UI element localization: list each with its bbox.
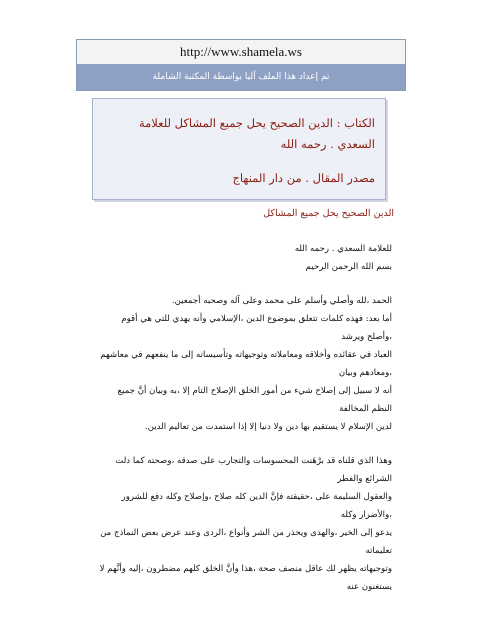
- body-block-2: [96, 452, 392, 596]
- body-block-1: [96, 292, 392, 436]
- article-source: مصدر المقال . من دار المنهاج: [232, 171, 375, 185]
- paragraph: أما بعد: فهذه كلمات تتعلق بموضوع الدين ،الإسلامي وأنه يهدي للتي هي أقوم ،وأصلح ويرشد: [121, 314, 392, 342]
- author-line: للعلامة السعدي . رحمه الله: [294, 244, 392, 254]
- paragraph: الحمد ،لله وأصلي وأسلم على محمد وعلى آله وصحبه أجمعين.: [171, 296, 392, 306]
- basmala-line: بسم الله الرحمن الرحيم: [305, 262, 392, 272]
- paragraph: والعقول السليمة على ،حقيقته فإنَّ الدين كله صلاح ،وإصلاح وكله دفع للشرور ،والأضرار وكله: [121, 492, 392, 520]
- paragraph: وهذا الذي قلناه قد برْهَنت المحسوسات والتجارب على صدقه ،وصحته كما دلت الشرائع والفطر: [115, 456, 392, 484]
- book-title: الكتاب : الدين الصحيح يحل جميع المشاكل للعلامة السعدي . رحمه الله: [138, 116, 375, 151]
- intro-block: [96, 240, 392, 276]
- paragraph: وتوجيهاته يظهر لك عاقل منصف صحة ،هذا وأنَّ الخلق كلهم مضطرون ،إليه وأنَّهم لا يستغنون عنه: [99, 564, 392, 592]
- site-url[interactable]: http://www.shamela.ws: [77, 40, 405, 64]
- site-header: [76, 39, 406, 91]
- book-info-box: [92, 98, 386, 200]
- section-title: الدين الصحيح يحل جميع المشاكل: [263, 208, 394, 219]
- paragraph: يدعو إلى الخير ،والهدى ويحذر من الشر وأنواع ،الردى وعند عرض بعض النماذج من تعليماته: [100, 528, 392, 556]
- paragraph: أنه لا سبيل إلى إصلاح شيء من أمور الخلق الإصلاح التام إلا ،به وبيان أنَّ جميع النظم المخالفة: [117, 386, 392, 414]
- generated-notice: تم إعداد هذا الملف آليا بواسطة المكتبة الشاملة: [77, 64, 405, 90]
- paragraph: لدين الإسلام لا يستقيم بها دين ولا دنيا إلا إذا استمدت من تعاليم الدين.: [145, 422, 392, 432]
- paragraph: العباد في عقائده وأخلاقه ومعاملاته وتوجيهاته وتأسيساته إلى ما ينفعهم في معاشهم ،ومعادهم وبيان: [100, 350, 392, 378]
